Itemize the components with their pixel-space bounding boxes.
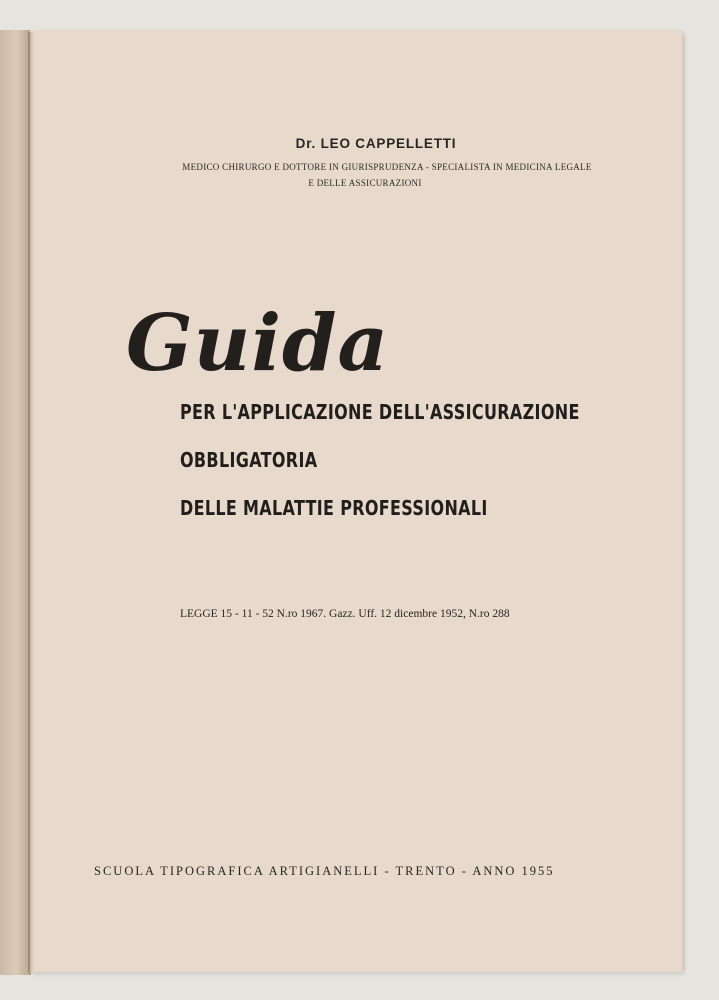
title-line-2: OBBLIGATORIA bbox=[180, 448, 318, 472]
law-reference: LEGGE 15 - 11 - 52 N.ro 1967. Gazz. Uff. 12 dicembre 1952, N.ro 288 bbox=[180, 608, 510, 620]
title-page bbox=[30, 30, 682, 972]
publisher-imprint: SCUOLA TIPOGRAFICA ARTIGIANELLI - TRENTO - ANNO 1955 bbox=[94, 864, 555, 878]
title-line-3: DELLE MALATTIE PROFESSIONALI bbox=[180, 496, 488, 520]
page-edge bbox=[682, 36, 685, 970]
title-line-1: PER L'APPLICAZIONE DELL'ASSICURAZIONE bbox=[180, 400, 580, 424]
spine-shadow bbox=[28, 32, 34, 972]
author-credentials-line-2: E DELLE ASSICURAZIONI bbox=[308, 178, 422, 188]
author-credentials-line-1: MEDICO CHIRURGO E DOTTORE IN GIURISPRUDENZA - SPECIALISTA IN MEDICINA LEGALE bbox=[182, 162, 592, 172]
book-spine bbox=[0, 30, 31, 975]
author-name: Dr. LEO CAPPELLETTI bbox=[295, 136, 457, 151]
book-title-script: Guida bbox=[126, 298, 390, 389]
